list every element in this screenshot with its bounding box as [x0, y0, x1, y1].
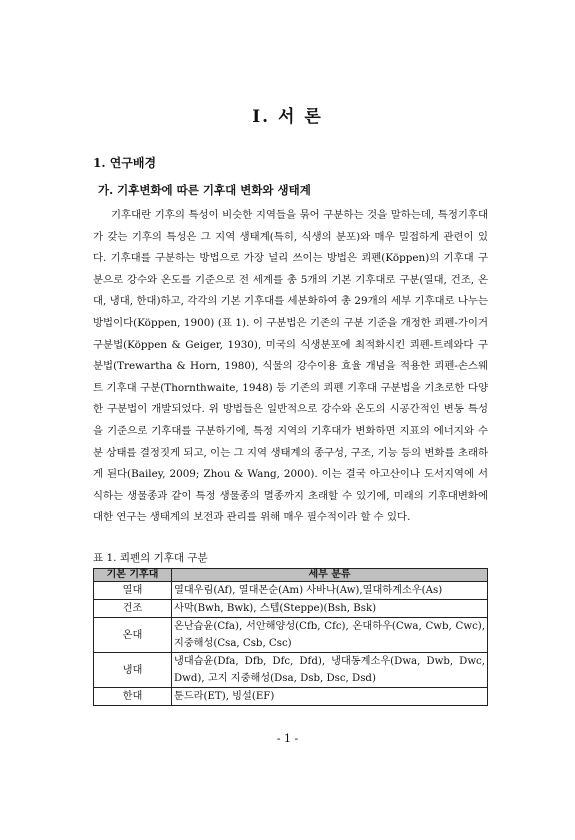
chapter-title: Ⅰ. 서 론	[252, 107, 323, 127]
table-cell-base-zone: 한대	[94, 688, 172, 706]
body-paragraph: 기후대란 기후의 특성이 비슷한 지역들을 묶어 구분하는 것을 말하는데, 특정기후대가 갖는 기후의 특성은 그 지역 생태계(특히, 식생의 분포)와 매우 밀접하게 관련이 있다. 기후대를 구분하는 방법으로 가장 널리 쓰이는 방법은 쾨펜(Köppen)의 기후대 구분으로 강수와 온도를 기준으로 전 세계를 총 5개의 기본 기후대로 구분(열대, 건조, 온대, 냉대, 한대)하고, 각각의 기본 기후대를 세분화하여 총 29개의 세부 기후대로 나누는 방법이다(Köppen, 1900) (표 1). 이 구분법은 기존의 구분 기준을 개정한 쾨펜-가이거 구분법(Köppen & Geiger, 1930), 미국의 식생분포에 최적화시킨 쾨펜-트레와다 구분법(Trewartha & Horn, 1980), 식물의 강수이용 효율 개념을 적용한 쾨펜-손스웨트 기후대 구분(Thornthwaite, 1948) 등 기존의 쾨펜 기후대 구분법을 기초로한 다양한 구분법이 개발되었다. 위 방법들은 일반적으로 강수와 온도의 시공간적인 변동 특성을 기준으로 기후대를 구분하기에, 특정 지역의 기후대가 변화하면 지표의 에너지와 수분 상태를 결정짓게 되고, 이는 그 지역 생태계의 종구성, 구조, 기능 등의 변화를 초래하게 된다(Bailey, 2009; Zhou & Wang, 2000). 이는 결국 아고산이나 도서지역에 서식하는 생물종과 같이 특정 생물종의 멸종까지 초래할 수 있기에, 미래의 기후대변화에 대한 연구는 생태계의 보전과 관리를 위해 매우 필수적이라 할 수 있다.	[93, 209, 488, 524]
table-cell-base-zone: 온대	[94, 618, 172, 653]
subsection-heading: 가. 기후변화에 따른 기후대 변화와 생태계	[98, 183, 311, 197]
table-row	[94, 618, 488, 653]
table-cell-base-zone: 건조	[94, 600, 172, 618]
table-row	[94, 600, 488, 618]
table-row	[94, 582, 488, 600]
page-number: - 1 -	[276, 732, 299, 745]
climate-classification-table	[93, 568, 488, 706]
section-heading: 1. 연구배경	[93, 156, 157, 170]
table-header-cell: 기본 기후대	[94, 569, 172, 582]
table-cell-detail: 온난습윤(Cfa), 서안해양성(Cfb, Cfc), 온대하우(Cwa, Cwb, Cwc), 지중해성(Csa, Csb, Csc)	[172, 618, 488, 653]
table-cell-base-zone: 냉대	[94, 653, 172, 688]
table-cell-detail: 사막(Bwh, Bwk), 스텝(Steppe)(Bsh, Bsk)	[172, 600, 488, 618]
table-header-row	[94, 569, 488, 582]
table-cell-detail: 툰드라(ET), 빙설(EF)	[172, 688, 488, 706]
table-row	[94, 688, 488, 706]
table-cell-detail: 열대우림(Af), 열대몬순(Am) 사바나(Aw),열대하계소우(As)	[172, 582, 488, 600]
table-header-cell: 세부 분류	[172, 569, 488, 582]
table-row	[94, 653, 488, 688]
table-caption: 표 1. 쾨펜의 기후대 구분	[93, 552, 208, 564]
table-cell-base-zone: 열대	[94, 582, 172, 600]
table-cell-detail: 냉대습윤(Dfa, Dfb, Dfc, Dfd), 냉대동계소우(Dwa, Dwb, Dwc, Dwd), 고지 지중해성(Dsa, Dsb, Dsc, Dsd)	[172, 653, 488, 688]
